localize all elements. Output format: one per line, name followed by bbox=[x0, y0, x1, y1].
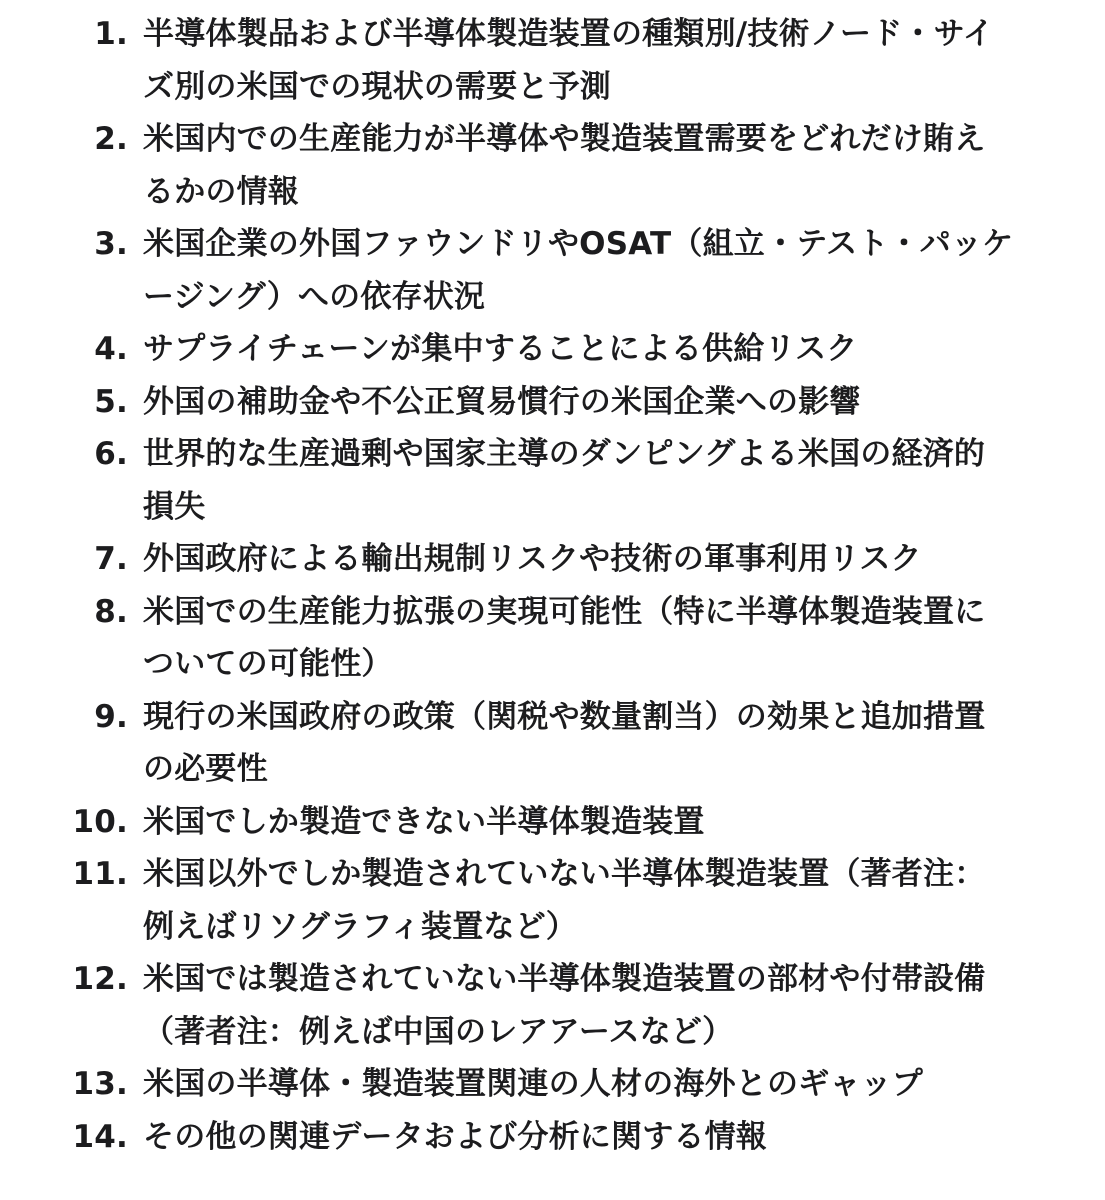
item-number: 12. bbox=[72, 961, 128, 997]
item-text: 米国企業の外国ファウンドリやOSAT（組立・テスト・パッケージング）への依存状況 bbox=[143, 226, 1014, 315]
item-number: 14. bbox=[72, 1118, 128, 1155]
list-item bbox=[0, 953, 1015, 1058]
list-item bbox=[0, 1058, 1015, 1111]
list-item bbox=[0, 323, 1015, 376]
list-item bbox=[0, 586, 1015, 691]
item-text: その他の関連データおよび分析に関する情報 bbox=[143, 1118, 767, 1155]
item-number: 2. bbox=[94, 121, 128, 157]
item-number: 4. bbox=[94, 331, 128, 367]
list-item bbox=[0, 376, 1015, 429]
list-item bbox=[0, 1111, 1015, 1164]
numbered-list bbox=[0, 8, 1105, 1163]
item-text: 米国での生産能力拡張の実現可能性（特に半導体製造装置についての可能性） bbox=[143, 593, 986, 682]
item-text: 外国の補助金や不公正貿易慣行の米国企業への影響 bbox=[143, 383, 861, 420]
item-text: サプライチェーンが集中することによる供給リスク bbox=[143, 331, 858, 367]
list-item bbox=[0, 218, 1015, 323]
item-number: 10. bbox=[72, 803, 128, 840]
item-number: 8. bbox=[94, 593, 128, 630]
item-text: 米国の半導体・製造装置関連の人材の海外とのギャップ bbox=[143, 1066, 923, 1102]
item-text: 世界的な生産過剰や国家主導のダンピングよる米国の経済的損失 bbox=[143, 436, 986, 525]
item-number: 3. bbox=[94, 226, 128, 262]
list-item bbox=[0, 428, 1015, 533]
list-item bbox=[0, 533, 1015, 586]
item-text: 米国以外でしか製造されていない半導体製造装置（著者注：例えばリソグラフィ装置など） bbox=[143, 856, 986, 945]
list-item bbox=[0, 796, 1015, 849]
list-item bbox=[0, 848, 1015, 953]
item-number: 6. bbox=[94, 436, 128, 472]
list-item bbox=[0, 113, 1015, 218]
item-text: 現行の米国政府の政策（関税や数量割当）の効果と追加措置の必要性 bbox=[143, 698, 986, 787]
item-text: 半導体製品および半導体製造装置の種類別/技術ノード・サイズ別の米国での現状の需要と予測 bbox=[143, 16, 994, 105]
item-text: 米国では製造されていない半導体製造装置の部材や付帯設備（著者注：例えば中国のレアアースなど） bbox=[143, 961, 986, 1050]
item-text: 米国でしか製造できない半導体製造装置 bbox=[143, 803, 705, 840]
item-number: 1. bbox=[94, 16, 128, 52]
item-text: 外国政府による輸出規制リスクや技術の軍事利用リスク bbox=[143, 541, 922, 577]
list-item bbox=[0, 691, 1015, 796]
item-text: 米国内での生産能力が半導体や製造装置需要をどれだけ賄えるかの情報 bbox=[143, 121, 986, 210]
item-number: 9. bbox=[94, 698, 128, 735]
item-number: 11. bbox=[72, 856, 128, 892]
list-item bbox=[0, 8, 1015, 113]
item-number: 13. bbox=[72, 1066, 128, 1102]
item-number: 7. bbox=[94, 541, 128, 577]
item-number: 5. bbox=[94, 383, 128, 420]
